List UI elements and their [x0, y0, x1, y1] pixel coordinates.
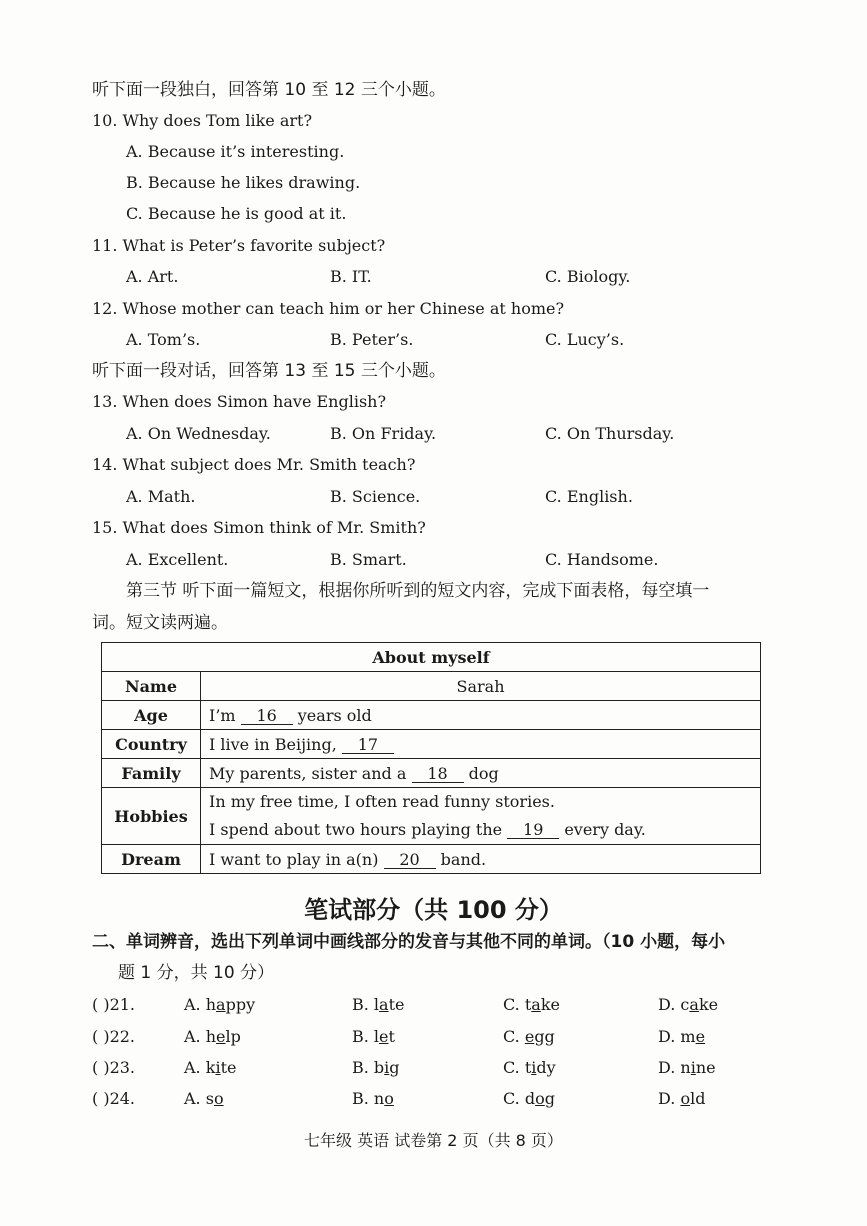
option-10a: A. Because it’s interesting. [126, 142, 345, 161]
instruction-monologue: 听下面一段独白，回答第 10 至 12 三个小题。 [92, 80, 446, 100]
value-dream [201, 845, 761, 874]
q22-option-c[interactable]: C. egg [503, 1027, 555, 1046]
question-10: 10. Why does Tom like art? [92, 111, 313, 130]
q24-option-c[interactable]: C. dog [503, 1089, 555, 1108]
q23-num: ( )23. [92, 1058, 136, 1077]
option-10b: B. Because he likes drawing. [126, 173, 361, 192]
hobbies-line-2 [209, 816, 752, 844]
q21-num: ( )21. [92, 995, 136, 1014]
blank-18[interactable]: 18 [412, 766, 464, 783]
question-12: 12. Whose mother can teach him or her Chinese at home? [92, 299, 565, 318]
q24-num: ( )24. [92, 1089, 136, 1108]
hobbies-line-1: In my free time, I often read funny stories. [209, 792, 555, 811]
option-15b: B. Smart. [330, 550, 407, 569]
option-11b: B. IT. [330, 267, 372, 286]
option-13b: B. On Friday. [330, 424, 437, 443]
option-12b: B. Peter’s. [330, 330, 414, 349]
dream-post: band. [440, 849, 487, 869]
hobbies-post: every day. [564, 820, 646, 839]
option-12c: C. Lucy’s. [545, 330, 625, 349]
value-age [201, 701, 761, 730]
q22-option-d[interactable]: D. me [658, 1027, 706, 1046]
question-24 [92, 1089, 135, 1109]
option-13a: A. On Wednesday. [126, 424, 271, 443]
family-post: dog [468, 763, 499, 783]
q22-option-b[interactable]: B. let [352, 1027, 395, 1046]
option-12a: A. Tom’s. [126, 330, 201, 349]
option-15a: A. Excellent. [126, 550, 229, 569]
label-age: Age [102, 701, 201, 730]
value-family [201, 759, 761, 788]
option-13c: C. On Thursday. [545, 424, 675, 443]
instruction-dialogue: 听下面一段对话，回答第 13 至 15 三个小题。 [92, 361, 446, 381]
question-21 [92, 995, 135, 1015]
question-23 [92, 1058, 135, 1078]
label-country: Country [102, 730, 201, 759]
q23-option-b[interactable]: B. big [352, 1058, 400, 1077]
q21-option-c[interactable]: C. take [503, 995, 560, 1014]
blank-20[interactable]: 20 [384, 852, 436, 869]
q23-option-d[interactable]: D. nine [658, 1058, 716, 1077]
q24-option-b[interactable]: B. no [352, 1089, 394, 1108]
value-name: Sarah [201, 672, 761, 701]
option-10c: C. Because he is good at it. [126, 204, 347, 223]
label-dream: Dream [102, 845, 201, 874]
q21-option-d[interactable]: D. cake [658, 995, 719, 1014]
value-hobbies [201, 788, 761, 845]
age-pre: I’m [209, 705, 236, 725]
section-3-instruction: 第三节 听下面一篇短文，根据你所听到的短文内容，完成下面表格，每空填一 [126, 581, 710, 601]
option-11a: A. Art. [126, 267, 179, 286]
blank-16[interactable]: 16 [241, 708, 293, 725]
blank-19[interactable]: 19 [507, 822, 559, 839]
label-hobbies: Hobbies [102, 788, 201, 845]
question-15: 15. What does Simon think of Mr. Smith? [92, 518, 426, 537]
question-22 [92, 1027, 135, 1047]
part-2-instruction: 二、单词辨音，选出下列单词中画线部分的发音与其他不同的单词。（10 小题，每小 [92, 932, 726, 952]
about-myself-table [101, 642, 761, 874]
dream-pre: I want to play in a(n) [209, 849, 379, 869]
label-name: Name [102, 672, 201, 701]
question-11: 11. What is Peter’s favorite subject? [92, 236, 386, 255]
q21-option-b[interactable]: B. late [352, 995, 405, 1014]
option-14b: B. Science. [330, 487, 421, 506]
label-family: Family [102, 759, 201, 788]
q23-option-c[interactable]: C. tidy [503, 1058, 556, 1077]
country-pre: I live in Beijing, [209, 734, 337, 754]
option-15c: C. Handsome. [545, 550, 659, 569]
q23-option-a[interactable]: A. kite [184, 1058, 237, 1077]
blank-17[interactable]: 17 [342, 737, 394, 754]
part-2-instruction-cont: 题 1 分，共 10 分） [118, 963, 275, 983]
hobbies-pre: I spend about two hours playing the [209, 820, 503, 839]
family-pre: My parents, sister and a [209, 763, 407, 783]
written-part-title: 笔试部分（共 100 分） [304, 896, 563, 924]
q22-num: ( )22. [92, 1027, 136, 1046]
option-14c: C. English. [545, 487, 633, 506]
option-11c: C. Biology. [545, 267, 631, 286]
q24-option-a[interactable]: A. so [184, 1089, 224, 1108]
q22-option-a[interactable]: A. help [184, 1027, 241, 1046]
age-post: years old [297, 705, 372, 725]
question-14: 14. What subject does Mr. Smith teach? [92, 455, 416, 474]
value-country [201, 730, 761, 759]
table-title: About myself [102, 643, 761, 672]
q21-option-a[interactable]: A. happy [184, 995, 256, 1014]
q24-option-d[interactable]: D. old [658, 1089, 706, 1108]
question-13: 13. When does Simon have English? [92, 392, 387, 411]
page-footer: 七年级 英语 试卷第 2 页（共 8 页） [304, 1131, 563, 1150]
option-14a: A. Math. [126, 487, 196, 506]
section-3-instruction-cont: 词。短文读两遍。 [92, 613, 228, 633]
